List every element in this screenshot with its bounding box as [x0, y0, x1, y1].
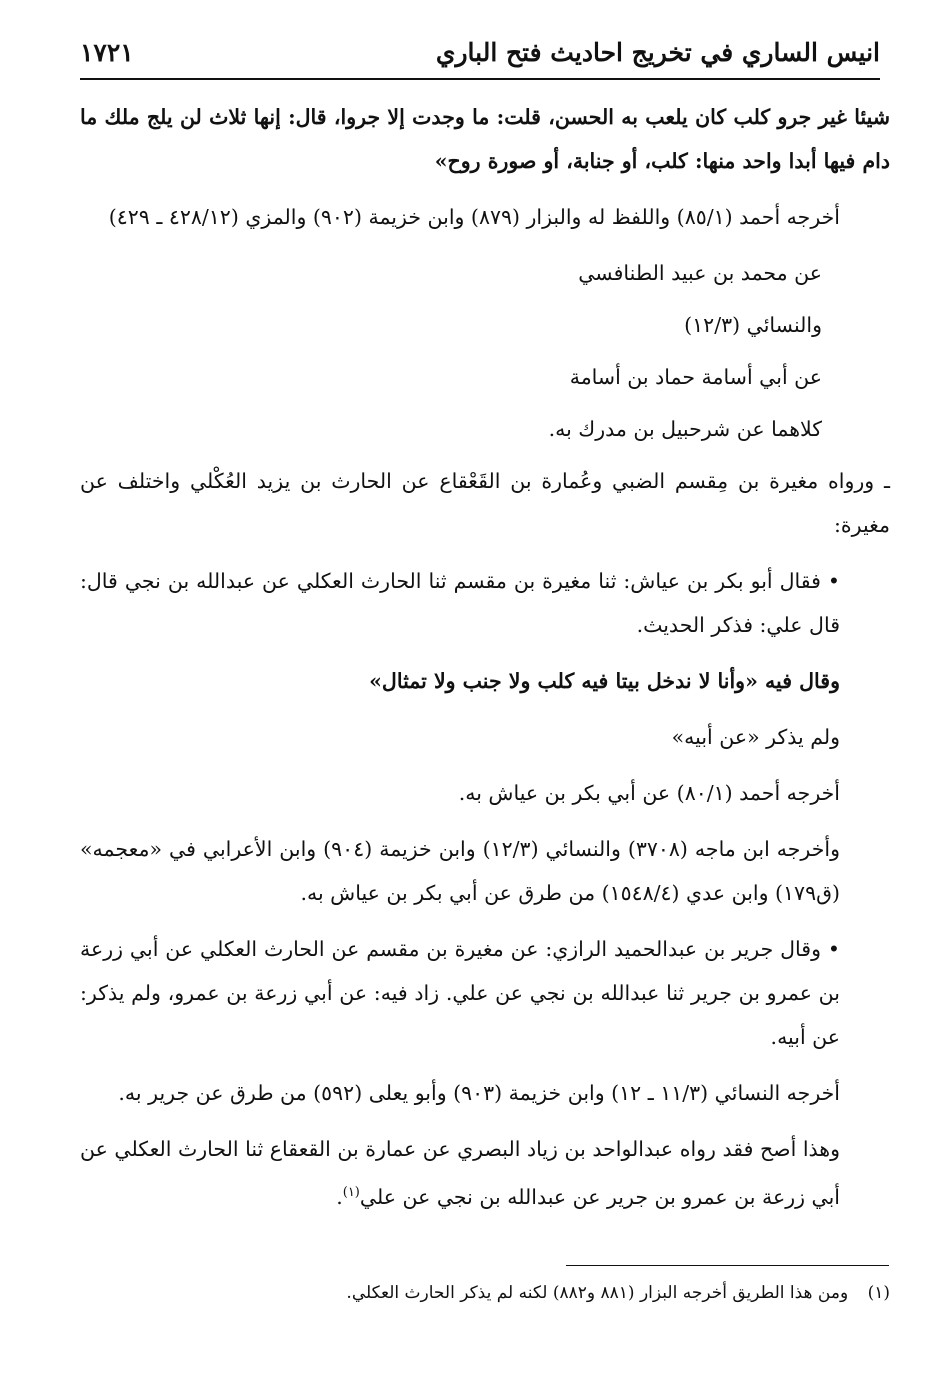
paragraph: وأخرجه ابن ماجه (٣٧٠٨) والنسائي (١٢/٣) وابن خزيمة (٩٠٤) وابن الأعرابي في «معجمه» (ق١٧٩) وابن عدي (١٥٤٨/٤) من طرق عن أبي بكر بن عياش به.: [80, 837, 841, 905]
footnote-marker: (١): [867, 1283, 890, 1303]
footnote-reference[interactable]: (١): [342, 1185, 360, 1200]
quoted-text: وقال فيه «وأنا لا ندخل بيتا فيه كلب ولا جنب ولا تمثال»: [369, 669, 840, 693]
paragraph: عن محمد بن عبيد الطنافسي: [578, 261, 822, 285]
paragraph: ـ ورواه مغيرة بن مِقسم الضبي وعُمارة بن القَعْقاع عن الحارث بن يزيد العُكْلي واختلف عن مغيرة:: [80, 469, 890, 537]
paragraph-text: وهذا أصح فقد رواه عبدالواحد بن زياد البصري عن عمارة بن القعقاع ثنا الحارث العكلي عن أبي زرعة بن عمرو بن جرير عن عبدالله بن نجي عن علي: [80, 1137, 840, 1209]
footnote: [80, 1278, 890, 1308]
paragraph: والنسائي (١٢/٣): [684, 313, 822, 337]
paragraph: أخرجه أحمد (٨٥/١) واللفظ له والبزار (٨٧٩) وابن خزيمة (٩٠٢) والمزي (٤٢٨/١٢ ـ ٤٢٩): [108, 205, 840, 229]
paragraph: • وقال جرير بن عبدالحميد الرازي: عن مغيرة بن مقسم عن الحارث العكلي عن أبي زرعة بن عمرو بن جرير ثنا عبدالله بن نجي عن علي. زاد فيه: عن أبي زرعة بن عمرو، ولم يذكر: عن أبيه.: [80, 937, 840, 1049]
hadith-text: شيئا غير جرو كلب كان يلعب به الحسن، قلت: ما وجدت إلا جروا، قال: إنها ثلاث لن يلج ملك ما دام فيها أبدا واحد منها: كلب، أو جنابة، أو صورة روح»: [80, 105, 890, 173]
paragraph: • فقال أبو بكر بن عياش: ثنا مغيرة بن مقسم ثنا الحارث العكلي عن عبدالله بن نجي قال: قال علي: فذكر الحديث.: [80, 569, 840, 637]
book-title: انيس الساري في تخريج احاديث فتح الباري: [435, 37, 880, 67]
footnote-text: ومن هذا الطريق أخرجه البزار (٨٨١ و٨٨٢) لكنه لم يذكر الحارث العكلي.: [346, 1283, 849, 1303]
paragraph: أخرجه النسائي (١١/٣ ـ ١٢) وابن خزيمة (٩٠٣) وأبو يعلى (٥٩٢) من طرق عن جرير به.: [118, 1081, 840, 1105]
paragraph: كلاهما عن شرحبيل بن مدرك به.: [548, 417, 822, 441]
page-number: ١٧٢١: [80, 37, 134, 67]
running-header: [80, 26, 880, 80]
paragraph: أخرجه أحمد (٨٠/١) عن أبي بكر بن عياش به.: [458, 781, 840, 805]
paragraph-with-footnote: وهذا أصح فقد رواه عبدالواحد بن زياد البصري عن عمارة بن القعقاع ثنا الحارث العكلي عن أبي زرعة بن عمرو بن جرير عن عبدالله بن نجي عن علي$^{(١)}$.: [80, 1137, 840, 1209]
paragraph: عن أبي أسامة حماد بن أسامة: [569, 365, 822, 389]
main-text: [80, 95, 890, 1231]
footnote-divider: [566, 1265, 889, 1266]
paragraph: ولم يذكر «عن أبيه»: [671, 725, 840, 749]
